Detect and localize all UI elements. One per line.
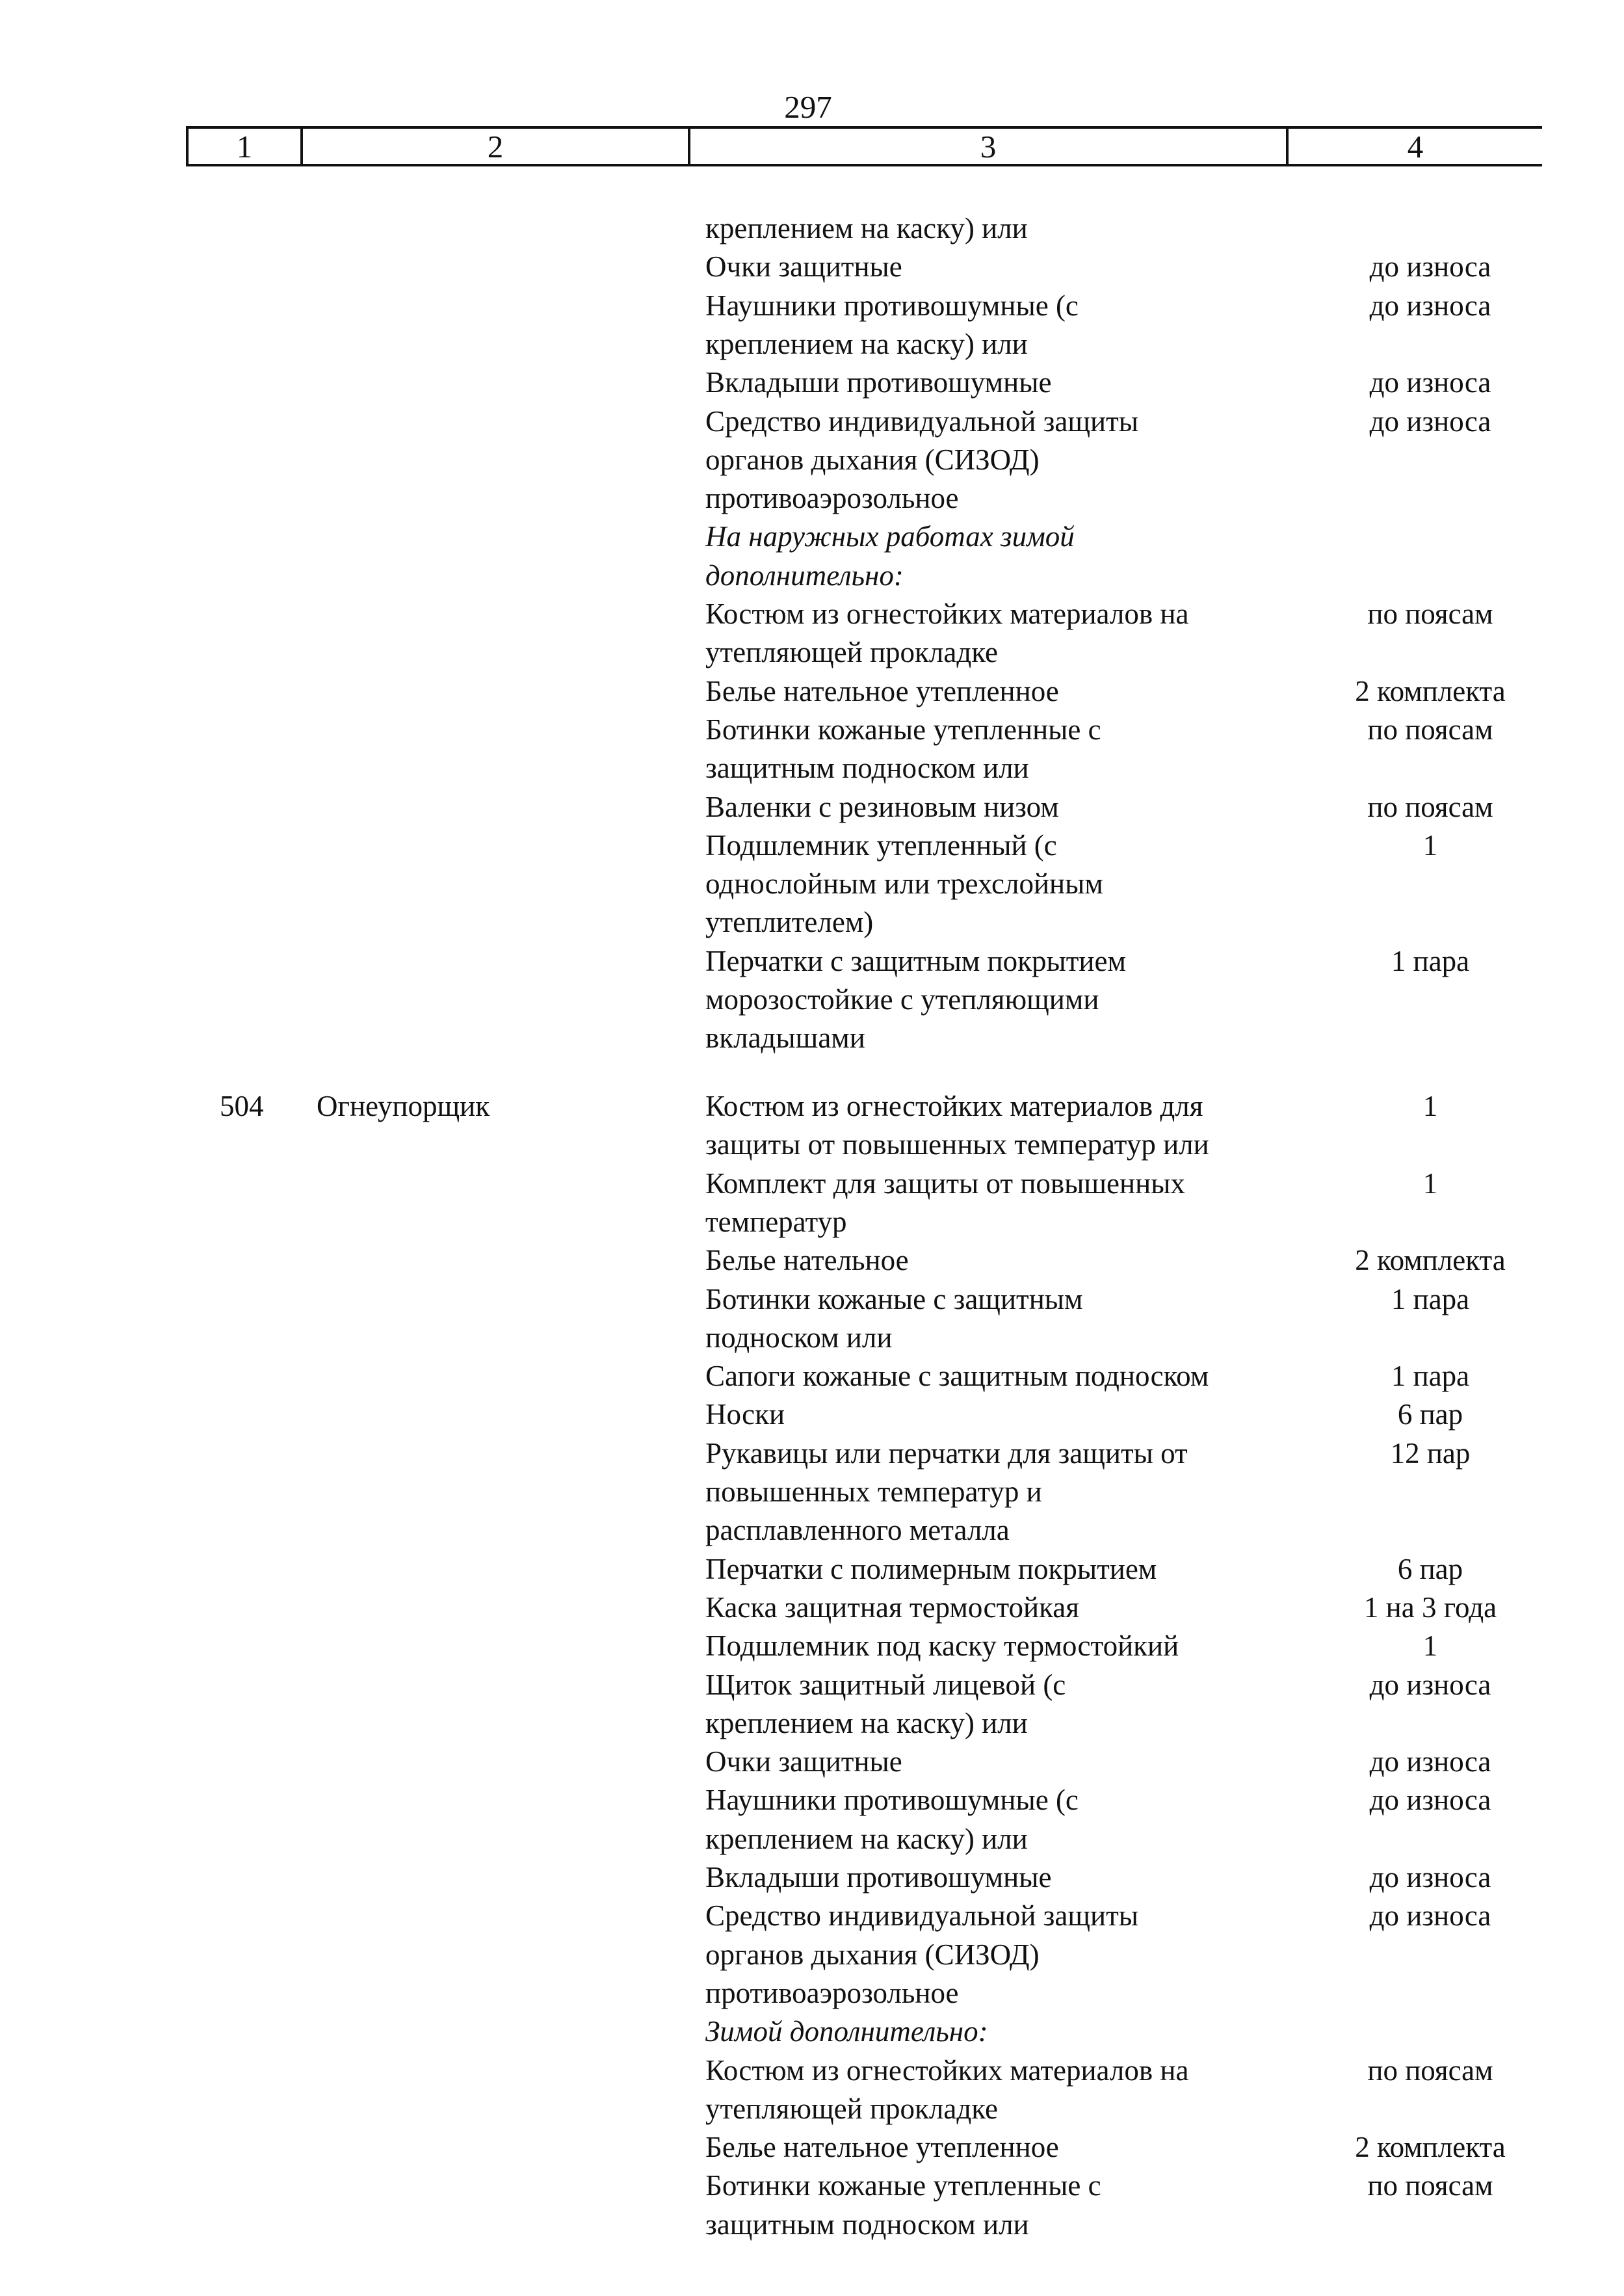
continuation-line-item: Вкладыши противошумные bbox=[705, 366, 1052, 399]
entry-line-item: органов дыхания (СИЗОД) bbox=[705, 1938, 1040, 1971]
entry-line-item: Наушники противошумные (с bbox=[705, 1784, 1079, 1817]
entry-line-item: Костюм из огнестойких материалов на bbox=[705, 2053, 1189, 2087]
entry-line-item: Подшлемник под каску термостойкий bbox=[705, 1630, 1179, 1663]
entry-line-item: утепляющей прокладке bbox=[705, 2092, 998, 2125]
continuation-line-norm: 1 пара bbox=[1391, 944, 1470, 977]
continuation-line-item: Белье нательное утепленное bbox=[705, 674, 1059, 707]
continuation-line-norm: до износа bbox=[1369, 250, 1491, 284]
entry-line-item: Перчатки с полимерным покрытием bbox=[705, 1552, 1157, 1585]
continuation-line-item: Перчатки с защитным покрытием bbox=[705, 944, 1126, 977]
continuation-line-item: морозостойкие с утепляющими bbox=[705, 983, 1099, 1016]
continuation-line-norm: 2 комплекта bbox=[1355, 674, 1506, 707]
entry-line-item: Средство индивидуальной защиты bbox=[705, 1899, 1139, 1933]
continuation-line-item: дополнительно: bbox=[705, 559, 904, 592]
continuation-line-norm: 1 bbox=[1422, 828, 1438, 862]
continuation-line-item: вкладышами bbox=[705, 1022, 865, 1055]
header-col-1: 1 bbox=[186, 129, 303, 164]
continuation-line-item: Костюм из огнестойких материалов на bbox=[705, 598, 1189, 630]
entry-line-item: Комплект для защиты от повышенных bbox=[705, 1167, 1185, 1200]
entry-line-item: Костюм из огнестойких материалов для bbox=[705, 1090, 1203, 1122]
continuation-line-item: органов дыхания (СИЗОД) bbox=[705, 443, 1040, 476]
entry-line-item: креплением на каску) или bbox=[705, 1822, 1028, 1855]
entry-line-item: Сапоги кожаные с защитным подноском bbox=[705, 1360, 1209, 1393]
continuation-line-item: противоаэрозольное bbox=[705, 482, 959, 515]
continuation-line-item: На наружных работах зимой bbox=[705, 520, 1075, 553]
entry-number: 504 bbox=[220, 1090, 264, 1122]
continuation-line-item: утепляющей прокладке bbox=[705, 636, 998, 669]
continuation-line-norm: до износа bbox=[1369, 289, 1491, 322]
entry-line-item: температур bbox=[705, 1205, 847, 1238]
entry-line-norm: по поясам bbox=[1367, 2169, 1493, 2202]
page-number: 297 bbox=[784, 89, 832, 125]
entry-line-norm: 12 пар bbox=[1390, 1436, 1471, 1470]
entry-line-norm: 1 bbox=[1422, 1630, 1438, 1663]
entry-line-item: защитным подноском или bbox=[705, 2208, 1029, 2241]
entry-line-norm: 1 на 3 года bbox=[1363, 1590, 1497, 1624]
entry-profession: Огнеупорщик bbox=[317, 1090, 490, 1122]
continuation-line-item: защитным подноском или bbox=[705, 752, 1029, 785]
continuation-line-item: креплением на каску) или bbox=[705, 327, 1028, 360]
entry-line-item: противоаэрозольное bbox=[705, 1976, 959, 2009]
entry-line-norm: до износа bbox=[1369, 1861, 1491, 1894]
continuation-line-item: Наушники противошумные (с bbox=[705, 289, 1079, 322]
entry-line-item: Очки защитные bbox=[705, 1745, 902, 1778]
continuation-line-item: креплением на каску) или bbox=[705, 212, 1028, 244]
continuation-line-item: Очки защитные bbox=[705, 250, 902, 284]
entry-line-norm: до износа bbox=[1369, 1668, 1491, 1701]
entry-line-norm: по поясам bbox=[1367, 2053, 1493, 2087]
header-col-4: 4 bbox=[1407, 129, 1424, 165]
entry-line-item: креплением на каску) или bbox=[705, 1706, 1028, 1739]
entry-line-norm: 2 комплекта bbox=[1355, 2131, 1506, 2164]
entry-line-norm: 1 пара bbox=[1391, 1282, 1470, 1315]
continuation-line-item: однослойным или трехслойным bbox=[705, 867, 1103, 901]
continuation-line-norm: по поясам bbox=[1367, 598, 1493, 630]
entry-line-item: Вкладыши противошумные bbox=[705, 1861, 1052, 1894]
continuation-line-norm: по поясам bbox=[1367, 713, 1493, 746]
entry-line-item: Белье нательное утепленное bbox=[705, 2131, 1059, 2164]
entry-line-norm: 1 пара bbox=[1391, 1360, 1470, 1393]
continuation-line-norm: до износа bbox=[1369, 366, 1491, 399]
entry-line-item: Белье нательное bbox=[705, 1244, 909, 1277]
entry-line-item: Ботинки кожаные утепленные с bbox=[705, 2169, 1101, 2202]
entry-line-norm: до износа bbox=[1369, 1745, 1491, 1778]
entry-line-norm: 6 пар bbox=[1397, 1552, 1463, 1585]
entry-line-item: повышенных температур и bbox=[705, 1475, 1042, 1508]
continuation-line-norm: по поясам bbox=[1367, 790, 1493, 823]
entry-line-norm: до износа bbox=[1369, 1784, 1491, 1817]
entry-line-item: подноском или bbox=[705, 1321, 893, 1354]
continuation-line-item: Ботинки кожаные утепленные с bbox=[705, 713, 1101, 746]
entry-line-norm: 2 комплекта bbox=[1355, 1244, 1506, 1277]
entry-line-norm: до износа bbox=[1369, 1899, 1491, 1933]
continuation-line-item: Средство индивидуальной защиты bbox=[705, 404, 1139, 438]
entry-line-item: защиты от повышенных температур или bbox=[705, 1128, 1209, 1161]
header-col-2: 2 bbox=[303, 129, 690, 164]
entry-line-item: расплавленного металла bbox=[705, 1514, 1010, 1547]
entry-line-item: Ботинки кожаные с защитным bbox=[705, 1282, 1083, 1315]
table-header-row bbox=[186, 126, 1542, 166]
entry-line-item: Каска защитная термостойкая bbox=[705, 1590, 1079, 1624]
entry-line-norm: 1 bbox=[1422, 1090, 1438, 1122]
continuation-line-norm: до износа bbox=[1369, 404, 1491, 438]
entry-line-norm: 1 bbox=[1422, 1167, 1438, 1200]
entry-line-item: Носки bbox=[705, 1398, 785, 1431]
entry-line-item: Рукавицы или перчатки для защиты от bbox=[705, 1436, 1188, 1470]
entry-line-item: Зимой дополнительно: bbox=[705, 2015, 988, 2048]
entry-line-norm: 6 пар bbox=[1397, 1398, 1463, 1431]
continuation-line-item: Валенки с резиновым низом bbox=[705, 790, 1059, 823]
header-col-3: 3 bbox=[690, 129, 1289, 164]
continuation-line-item: утеплителем) bbox=[705, 906, 874, 939]
entry-line-item: Щиток защитный лицевой (с bbox=[705, 1668, 1066, 1701]
continuation-line-item: Подшлемник утепленный (с bbox=[705, 828, 1057, 862]
